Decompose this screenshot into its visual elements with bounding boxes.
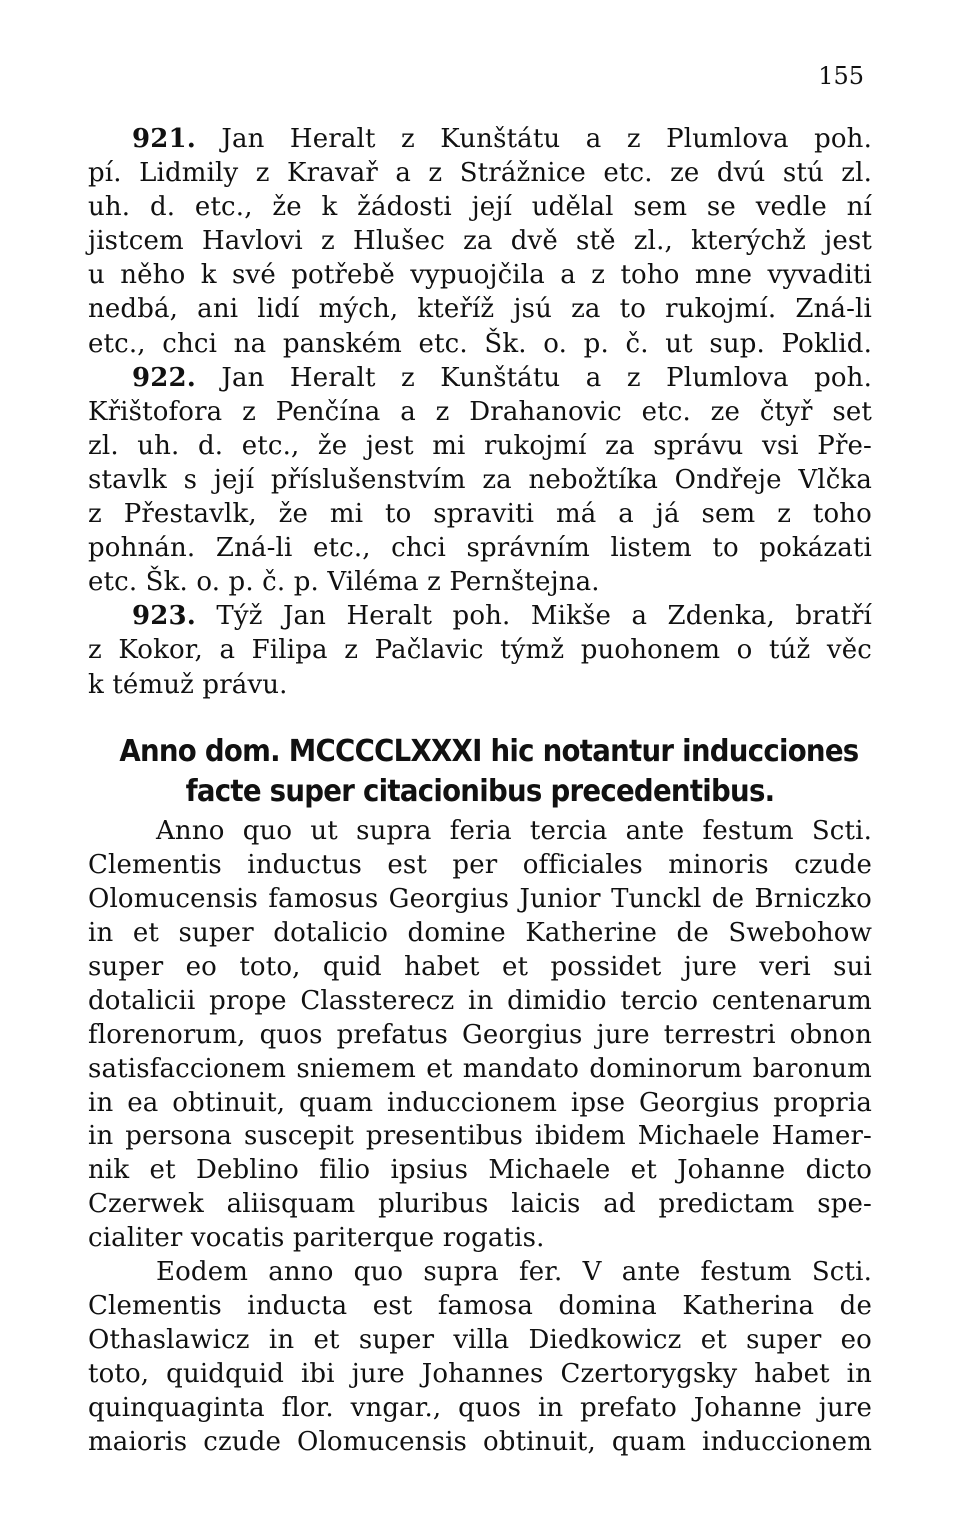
- text-line: toto, quidquid ibi jure Johannes Czertorygsky habet in: [88, 1359, 872, 1389]
- text-line: [88, 599, 872, 633]
- text-line: in persona suscepit presentibus ibidem Michaele Hamer-: [88, 1121, 872, 1152]
- text-line: Anno quo ut supra feria tercia ante festum Scti.: [156, 816, 872, 846]
- text-line: nedbá, ani lidí mých, kteříž jsú za to rukojmí. Zná-li: [88, 294, 872, 325]
- text-line: Olomucensis famosus Georgius Junior Tunckl de Brniczko: [88, 883, 872, 914]
- text-line: etc. Šk. o. p. č. p. Viléma z Pernštejna.: [88, 567, 600, 598]
- text-line: in ea obtinuit, quam inducc​ionem ipse Georgius propria: [88, 1087, 872, 1118]
- text-line: jistcem Havlovi z Hlušec za dvě stě zl., kterýchž jest: [88, 226, 872, 257]
- text-line: pí. Lidmily z Kravař a z Strážnice etc. ze dvú stú zl.: [88, 158, 872, 189]
- text-line: florenorum, quos prefatus Georgius jure terrestri obnon: [88, 1019, 872, 1050]
- text-line: k témuž právu.: [88, 669, 288, 700]
- text-line: Clementis inductus est per officiales minoris czude: [88, 849, 872, 880]
- text-line: pohnán. Zná-li etc., chci správním listem to pokázati: [88, 533, 872, 564]
- line-text: Jan Heralt z Kunštátu a z Plumlova poh.: [221, 362, 872, 393]
- text-line: [88, 122, 872, 156]
- text-line: in et super dotalicio domine Katherine de Swebohow: [88, 917, 872, 948]
- line-text: Týž Jan Heralt poh. Mikše a Zdenka, bratří: [216, 601, 872, 632]
- text-line: maioris czude Olomucensis obtinuit, quam inducc​ionem: [88, 1426, 872, 1457]
- text-line: [88, 361, 872, 395]
- text-line: zl. uh. d. etc., že jest mi rukojmí za správu vsi Pře-: [88, 430, 872, 461]
- text-line: Eodem anno quo supra fer. V ante festum Scti.: [156, 1257, 872, 1288]
- text-line: stavlk s její příslušenstvím za nebožtíka Ondřeje Vlčka: [88, 464, 872, 495]
- page-number: 155: [818, 62, 864, 90]
- text-line: nik et Deblino filio ipsius Michaele et Johanne dicto: [88, 1155, 872, 1186]
- text-line: u něho k své potřebě vypuojčila a z toho mne vyvaditi: [88, 260, 872, 291]
- text-line: z Přestavlk, že mi to spraviti má a já sem z toho: [88, 499, 872, 530]
- entry-number: 923.: [132, 601, 196, 632]
- text-line: Othaslawicz in et super villa Diedkowicz et super eo: [88, 1325, 872, 1356]
- latin-entries: [88, 815, 872, 1460]
- czech-entries: [88, 122, 872, 702]
- section-heading: [88, 732, 872, 812]
- text-line: quinquaginta flor. vngar., quos in prefato Johanne jure: [88, 1392, 872, 1423]
- heading-line-2: facte super citacionibus precedentibus.: [185, 774, 775, 809]
- text-line: Clementis inducta est famosa domina Katherina de: [88, 1291, 872, 1322]
- text-line: z Kokor, a Filipa z Pačlavic týmž puohonem o túž věc: [88, 635, 872, 666]
- text-line: etc., chci na panském etc. Šk. o. p. č. ut sup. Poklid.: [88, 328, 872, 359]
- text-line: uh. d. etc., že k žádosti její udělal sem se vedle ní: [88, 192, 872, 223]
- entry-number: 922.: [132, 362, 196, 393]
- line-text: Jan Heralt z Kunštátu a z Plumlova poh.: [221, 124, 872, 154]
- text-line: cialiter vocatis pariterque rogatis.: [88, 1223, 545, 1254]
- text-line: satisfaccionem sniemem et mandato dominorum baronum: [88, 1053, 872, 1084]
- text-line: Křištofora z Penčína a z Drahanovic etc. ze čtyř set: [88, 396, 872, 427]
- text-line: Czerwek aliisquam pluribus laicis ad predictam spe-: [88, 1189, 872, 1220]
- text-line: dotalicii prope Classterecz in dimidio tercio centenarum: [88, 985, 872, 1016]
- text-line: super eo toto, quid habet et possidet jure veri sui: [88, 951, 872, 982]
- heading-line-1: Anno dom. MCCCCLXXXI hic notantur inducciones: [119, 734, 859, 769]
- entry-number: 921.: [132, 124, 196, 154]
